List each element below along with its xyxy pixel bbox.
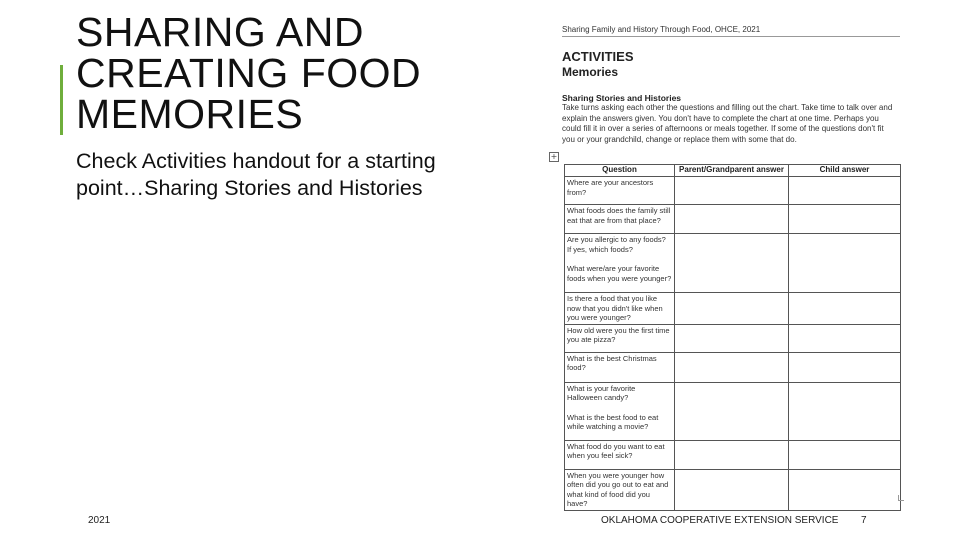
answer-cell[interactable]	[675, 293, 789, 325]
question-text: What were/are your favorite foods when you were younger?	[567, 264, 672, 283]
title-line: CREATING FOOD	[76, 50, 422, 96]
table-row	[565, 177, 901, 205]
column-header: Child answer	[789, 165, 901, 177]
answer-cell[interactable]	[789, 205, 901, 234]
question-text: What is the best Christmas food?	[567, 353, 657, 372]
answer-cell[interactable]	[675, 352, 789, 382]
question-text: What is your favorite Halloween candy?	[567, 383, 636, 402]
answer-cell[interactable]	[675, 440, 789, 469]
answer-cell[interactable]	[789, 293, 901, 325]
table-row	[565, 293, 901, 325]
answer-cell[interactable]	[789, 440, 901, 469]
footer-organization: OKLAHOMA COOPERATIVE EXTENSION SERVICE	[601, 515, 839, 526]
question-text: What foods does the family still eat that are from that place?	[567, 206, 671, 225]
table-row	[565, 440, 901, 469]
table-row	[565, 382, 901, 440]
activities-handout-image	[562, 22, 900, 508]
answer-cell[interactable]	[675, 205, 789, 234]
question-text: Where are your ancestors from?	[567, 178, 654, 197]
title-line: MEMORIES	[76, 91, 304, 137]
question-text: What food do you want to eat when you feel sick?	[567, 441, 665, 460]
answer-cell[interactable]	[675, 234, 789, 293]
question-text: How old were you the first time you ate pizza?	[567, 325, 670, 344]
question-table	[564, 164, 901, 511]
handout-title: ACTIVITIES	[562, 49, 634, 64]
footer-year: 2021	[88, 515, 111, 526]
question-text: When you were younger how often did you go out to eat and what kind of food did you have?	[567, 470, 669, 508]
answer-cell[interactable]	[789, 469, 901, 510]
body-line: point…Sharing Stories and Histories	[76, 176, 423, 200]
table-row	[565, 324, 901, 352]
handout-header: Sharing Family and History Through Food, OHCE, 2021	[562, 25, 900, 37]
question-text: Are you allergic to any foods? If yes, which foods?	[567, 235, 666, 254]
table-row	[565, 234, 901, 293]
instructions: Take turns asking each other the questions and filling out the chart. Take time to talk over and explain the answers given. You don't have to complete the chart at one time. Perhaps you could fill it in over a series of afternoons or meals together. If some of the questions don't fit you or your grandchild, change or replace them with some that do.	[562, 103, 893, 144]
question-text: Is there a food that you like now that you didn't like when you were younger?	[567, 294, 663, 322]
table-row	[565, 469, 901, 510]
answer-cell[interactable]	[675, 382, 789, 440]
handout-subtitle: Memories	[562, 65, 619, 79]
answer-cell[interactable]	[789, 324, 901, 352]
slide-number: 7	[861, 515, 867, 526]
accent-bar	[60, 65, 63, 135]
answer-cell[interactable]	[675, 324, 789, 352]
question-text: What is the best food to eat while watching a movie?	[567, 412, 659, 431]
answer-cell[interactable]	[789, 382, 901, 440]
plus-square-icon[interactable]: +	[550, 152, 558, 161]
column-header: Parent/Grandparent answer	[675, 165, 789, 177]
table-header-row	[565, 165, 901, 177]
slide-body	[76, 148, 536, 202]
answer-cell[interactable]	[675, 177, 789, 205]
section-heading: Sharing Stories and Histories	[562, 93, 682, 103]
slide-title	[76, 9, 516, 137]
answer-cell[interactable]	[675, 469, 789, 510]
image-corner-mark	[898, 495, 904, 501]
column-header: Question	[565, 165, 675, 177]
answer-cell[interactable]	[789, 177, 901, 205]
table-row	[565, 352, 901, 382]
answer-cell[interactable]	[789, 352, 901, 382]
answer-cell[interactable]	[789, 234, 901, 293]
title-line: SHARING AND	[76, 9, 364, 55]
table-row	[565, 205, 901, 234]
body-line: Check Activities handout for a starting	[76, 149, 436, 173]
